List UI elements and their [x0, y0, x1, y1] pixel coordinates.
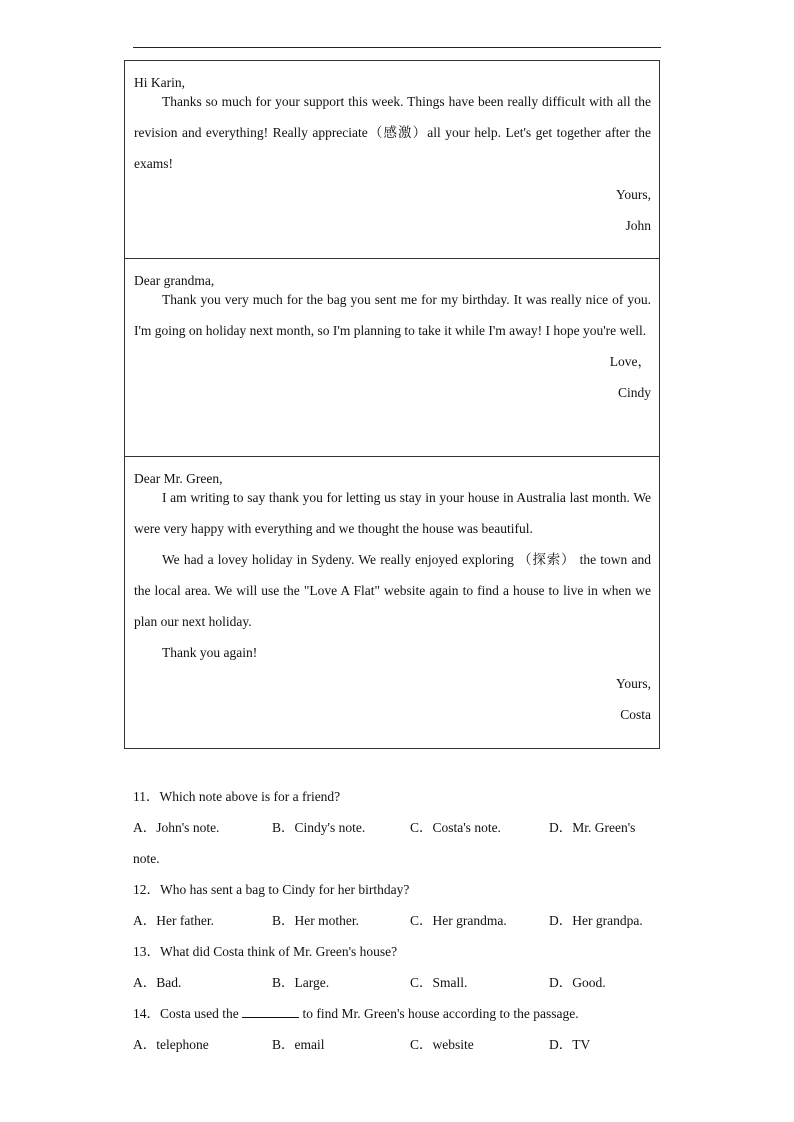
note-body — [134, 86, 651, 179]
question-14-stem-start: 14．Costa used the — [133, 1006, 243, 1021]
option-d[interactable]: D．Good. — [549, 975, 606, 990]
note-greeting: Dear Mr. Green, — [134, 471, 223, 486]
note-closing: Yours, — [615, 676, 651, 691]
note-paragraph: We had a lovey holiday in Sydeny. We really enjoyed exploring （探索） the town and the local area. We will use the "Love A Flat" website again to find a house to live in when we plan our next holiday. — [134, 552, 651, 629]
option-b[interactable]: B．Cindy's note. — [272, 820, 366, 835]
note-costa — [124, 456, 660, 749]
option-b[interactable]: B．email — [272, 1037, 325, 1052]
question-list — [133, 781, 663, 1060]
note-signature: John — [625, 218, 651, 233]
note-paragraph: I am writing to say thank you for letting us stay in your house in Australia last month. We were very happy with everything and we thought the house was beautiful. — [134, 490, 651, 536]
option-d-wrap: note. — [133, 851, 160, 866]
question-14-stem — [133, 998, 663, 1029]
option-a[interactable]: A．John's note. — [133, 820, 220, 835]
option-c[interactable]: C．Small. — [410, 975, 468, 990]
option-d[interactable]: D．Mr. Green's — [549, 820, 636, 835]
question-13-options — [133, 967, 663, 998]
note-body — [134, 482, 651, 668]
question-14-options — [133, 1029, 663, 1060]
header-rule — [133, 47, 661, 48]
option-c[interactable]: C．website — [410, 1037, 474, 1052]
note-paragraph: Thank you very much for the bag you sent me for my birthday. It was really nice of you. I'm going on holiday next month, so I'm planning to take it while I'm away! I hope you're well. — [134, 292, 651, 338]
note-paragraph: Thank you again! — [162, 645, 258, 660]
note-signature: Costa — [620, 707, 651, 722]
note-greeting: Dear grandma, — [134, 273, 215, 288]
note-greeting: Hi Karin, — [134, 75, 185, 90]
question-13-stem: 13．What did Costa think of Mr. Green's house? — [133, 944, 398, 959]
question-14-stem-end: to find Mr. Green's house according to the passage. — [299, 1006, 579, 1021]
option-d[interactable]: D．Her grandpa. — [549, 913, 643, 928]
option-a[interactable]: A．Her father. — [133, 913, 214, 928]
note-cindy — [124, 258, 660, 457]
option-d[interactable]: D．TV — [549, 1037, 591, 1052]
note-john — [124, 60, 660, 259]
question-12-options — [133, 905, 663, 936]
note-body — [134, 284, 651, 346]
option-b[interactable]: B．Large. — [272, 975, 330, 990]
option-a[interactable]: A．Bad. — [133, 975, 182, 990]
note-paragraph: Thanks so much for your support this week. Things have been really difficult with all the revision and everything! Really appreciate（感激）all your help. Let's get together after the exams! — [134, 94, 651, 171]
question-11-stem: 11．Which note above is for a friend? — [133, 789, 341, 804]
question-11-options — [133, 812, 663, 843]
option-c[interactable]: C．Her grandma. — [410, 913, 507, 928]
option-a[interactable]: A．telephone — [133, 1037, 209, 1052]
note-signature: Cindy — [617, 385, 651, 400]
question-12-stem: 12．Who has sent a bag to Cindy for her birthday? — [133, 882, 410, 897]
note-closing: Love， — [609, 354, 651, 369]
note-closing: Yours, — [615, 187, 651, 202]
option-c[interactable]: C．Costa's note. — [410, 820, 501, 835]
option-b[interactable]: B．Her mother. — [272, 913, 359, 928]
answer-blank — [242, 1005, 299, 1018]
